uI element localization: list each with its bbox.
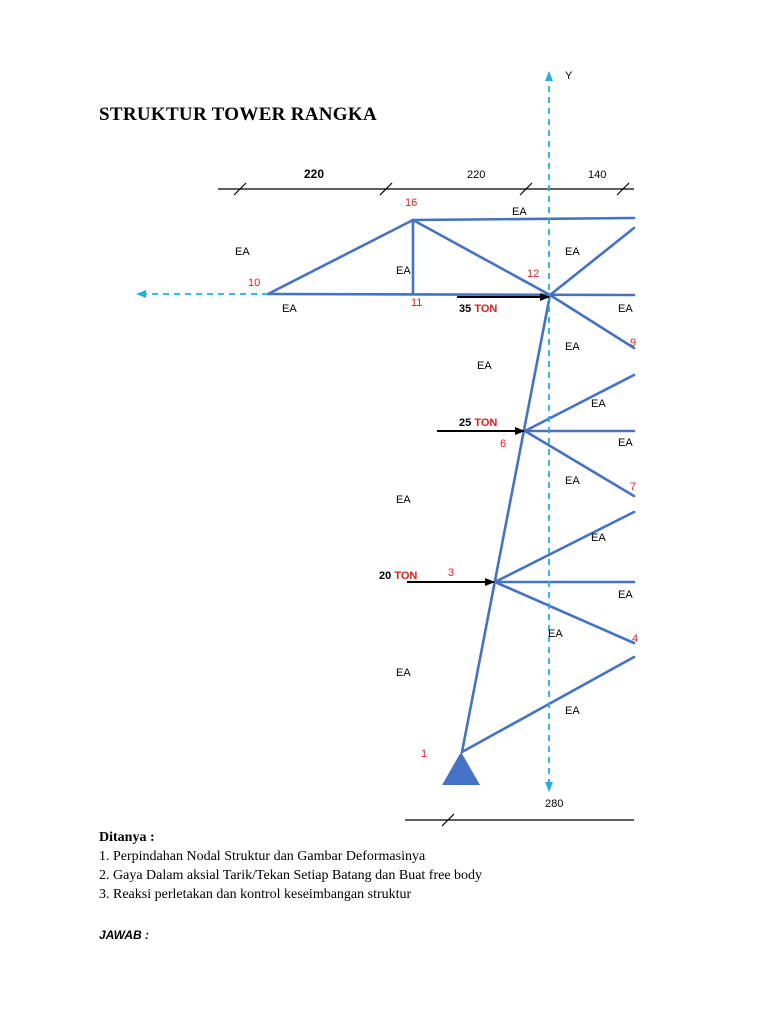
node-label-7: 7 [630,481,637,493]
member-label: EA [512,206,527,218]
questions-heading: Ditanya : [99,830,155,845]
member-10-12 [268,294,634,295]
member-label: EA [548,628,563,640]
load-label-25: 25 TON [459,417,498,429]
member-label: EA [591,532,606,544]
node-label-11: 11 [411,297,423,309]
node-label-10: 10 [248,277,261,289]
dimension-label: 140 [588,169,607,181]
dimension-label: 220 [467,169,486,181]
question-item: 1. Perpindahan Nodal Struktur dan Gambar Deformasinya [99,849,426,864]
node-label-16: 16 [405,197,418,209]
member-label: EA [396,265,411,277]
member-label: EA [565,246,580,258]
member-16-12 [413,220,550,295]
node-label-3: 3 [448,567,455,579]
member-1-12 [462,295,550,752]
node-label-9: 9 [630,337,637,349]
member-label: EA [618,303,633,315]
member-label: EA [282,303,297,315]
member-6-9 [525,375,634,431]
member-label: EA [591,398,606,410]
member-12-up [550,228,634,295]
member-16-top [413,218,634,220]
member-label: EA [565,341,580,353]
dimension-label: 220 [304,167,325,181]
member-label: EA [477,360,492,372]
load-labels [379,303,497,582]
page-title: STRUKTUR TOWER RANGKA [99,104,377,125]
member-label: EA [618,589,633,601]
member-label: EA [235,246,250,258]
question-item: 3. Reaksi perletakan dan kontrol keseimbangan struktur [99,887,412,902]
pin-support [442,752,480,785]
top-dimension-line [218,183,634,195]
answer-label: JAWAB : [99,928,150,942]
bottom-dimension-line [405,814,634,826]
y-axis-label: Y [565,70,573,82]
questions-section [99,828,482,904]
member-10-16 [268,220,413,294]
dimension-label: 280 [545,798,564,810]
node-label-4: 4 [632,633,639,645]
member-label: EA [618,437,633,449]
member-label: EA [565,705,580,717]
member-label: EA [396,667,411,679]
member-label: EA [565,475,580,487]
load-label-20: 20 TON [379,570,418,582]
question-item: 2. Gaya Dalam aksial Tarik/Tekan Setiap Batang dan Buat free body [99,868,483,883]
member-1-right [462,657,634,752]
member-labels [235,206,633,717]
load-label-35: 35 TON [459,303,498,315]
member-label: EA [396,494,411,506]
member-3-up [495,512,634,582]
node-label-12: 12 [527,268,540,280]
node-label-1: 1 [421,748,428,760]
member-3-4 [495,582,634,643]
node-label-6: 6 [500,438,507,450]
